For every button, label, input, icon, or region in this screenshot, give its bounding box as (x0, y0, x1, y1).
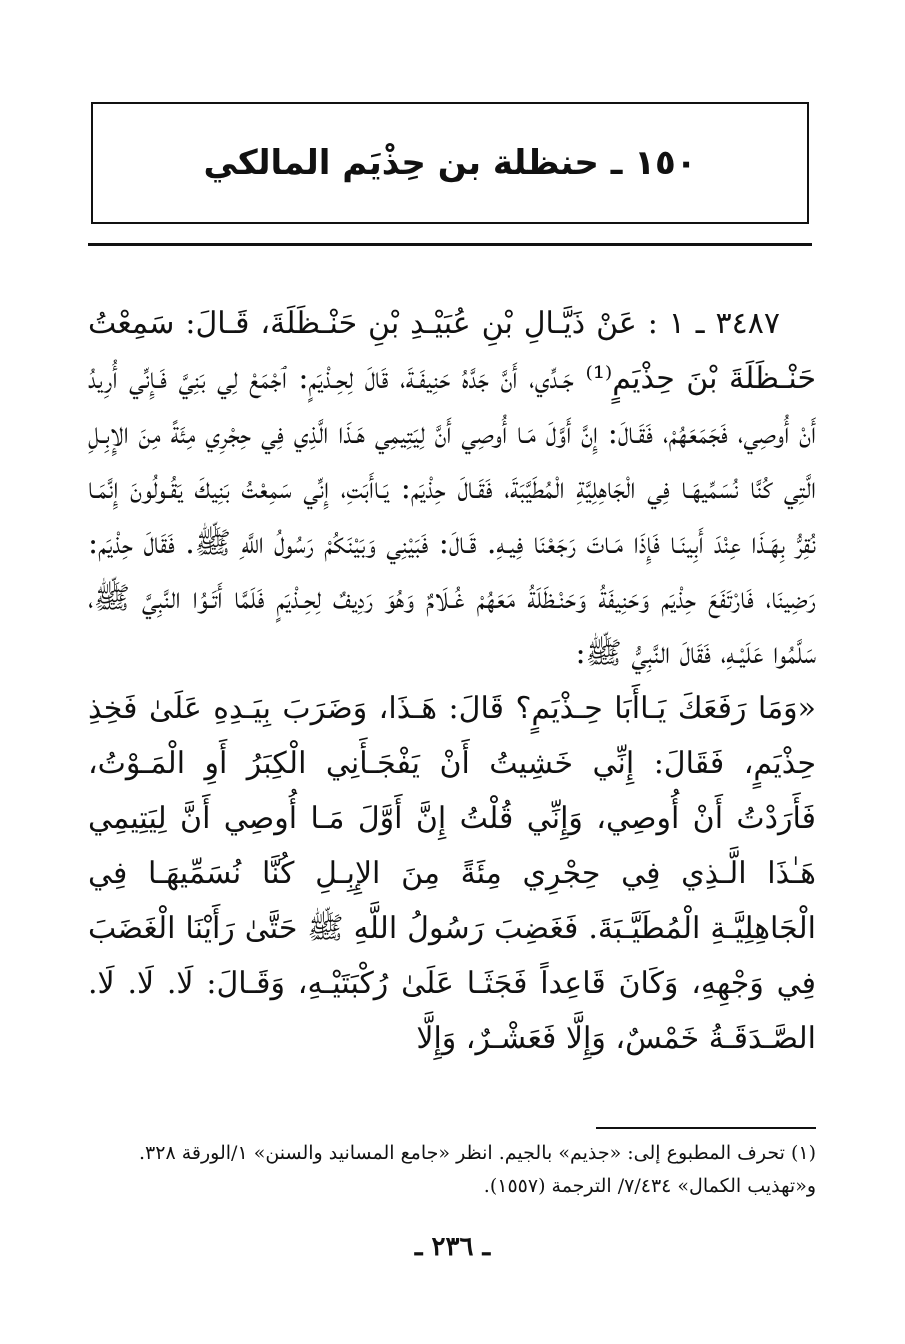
title-divider (88, 243, 812, 246)
footnote (88, 1137, 816, 1203)
hadith-paragraph-1: ٣٤٨٧ ـ ١ : عَنْ ذَيَّـالِ بْنِ عُبَيْـدِ بْنِ حَنْـظَلَةَ، قَـالَ: سَمِعْتُ حَنْـظَلَةَ بْنَ حِذْيَمٍ⁽¹⁾ جَـدِّي، أَنَّ جَدَّهُ حَنِيفَـةَ، قَالَ لِحِـذْيَمٍ: ٱجْمَعْ لِي بَنِيَّ فَـإِنِّي أُرِيدُ أَنْ أُوصِي، فَجَمَعَهُمْ، فَقَـالَ: إِنَّ أَوَّلَ مَـا أُوصِي أَنَّ لِيَتِيمِي هَـذَا الَّذِي فِي حِجْرِي مِئَةً مِنَ الإِبِـلِ الَّتِي كُنَّا نُسَمِّيهَـا فِي الْجَاهِلِيَّةِ الْمُطَيَّبَةَ، فَقَـالَ حِذْيَم: يَـاأَبَتِ، إِنِّي سَمِعْتُ بَنِيكَ يَقُـولُونَ إِنَّمَـا نُقِرُّ بِهَـذَا عِنْدَ أَبِينَـا فَإِذَا مَـاتَ رَجَعْنَا فِيـهِ. قَـالَ: فَبَيْنِي وَبَيْنَكُمْ رَسُولُ اللَّهِ ﷺ. فَقَالَ حِذْيَم: رَضِينَا، فَارْتَفَعَ حِذْيَم وَحَنِيفَةُ وَحَنْـظَلَةُ مَعَهُمْ غُـلَامٌ وَهُوَ رَدِيفٌ لِحِـذْيَمٍ فَلَمَّا أَتَـوُا النَّبِيَّ ﷺ، سَلَّمُوا عَلَيْـهِ، فَقَالَ النَّبِيُّ ﷺ: (88, 306, 817, 671)
chapter-title: ١٥٠ ـ حنظلة بن حِذْيَم المالكي (203, 143, 697, 183)
footnote-line-1: (١) تحرف المطبوع إلى: «جذيم» بالجيم. انظر «جامع المسانيد والسنن» ١/الورقة ٣٢٨. (138, 1142, 816, 1164)
chapter-title-box (91, 102, 809, 224)
hadith-body (88, 296, 816, 1066)
footnote-line-2: و«تهذيب الكمال» ٧/٤٣٤/ الترجمة (١٥٥٧). (483, 1175, 816, 1197)
page-number: ـ ٢٣٦ ـ (414, 1232, 491, 1262)
hadith-paragraph-2: «وَمَا رَفَعَكَ يَـاأَبَا حِـذْيَمٍ؟ قَالَ: هَـذَا، وَضَرَبَ بِيَـدِهِ عَلَىٰ فَخِذِ حِذْيَمٍ، فَقَالَ: إِنِّي خَشِيتُ أَنْ يَفْجَـأَنِي الْكِبَرُ أَوِ الْمَـوْتُ، فَأَرَدْتُ أَنْ أُوصِي، وَإِنِّي قُلْتُ إِنَّ أَوَّلَ مَـا أُوصِي أَنَّ لِيَتِيمِي هَـٰذَا الَّـذِي فِي حِجْرِي مِئَةً مِنَ الإِبِـلِ كُنَّا نُسَمِّيهَـا فِي الْجَاهِلِيَّـةِ الْمُطَيَّـبَةَ. فَغَضِبَ رَسُولُ اللَّهِ ﷺ حَتَّىٰ رَأَيْنَا الْغَضَبَ فِي وَجْهِهِ، وَكَانَ قَاعِداً فَجَثَـا عَلَىٰ رُكْبَتَيْـهِ، وَقَـالَ: لَا. لَا. لَا. الصَّـدَقَـةُ خَمْسٌ، وَإِلَّا فَعَشْـرٌ، وَإِلَّا (88, 691, 816, 1056)
footnote-divider (596, 1127, 816, 1129)
